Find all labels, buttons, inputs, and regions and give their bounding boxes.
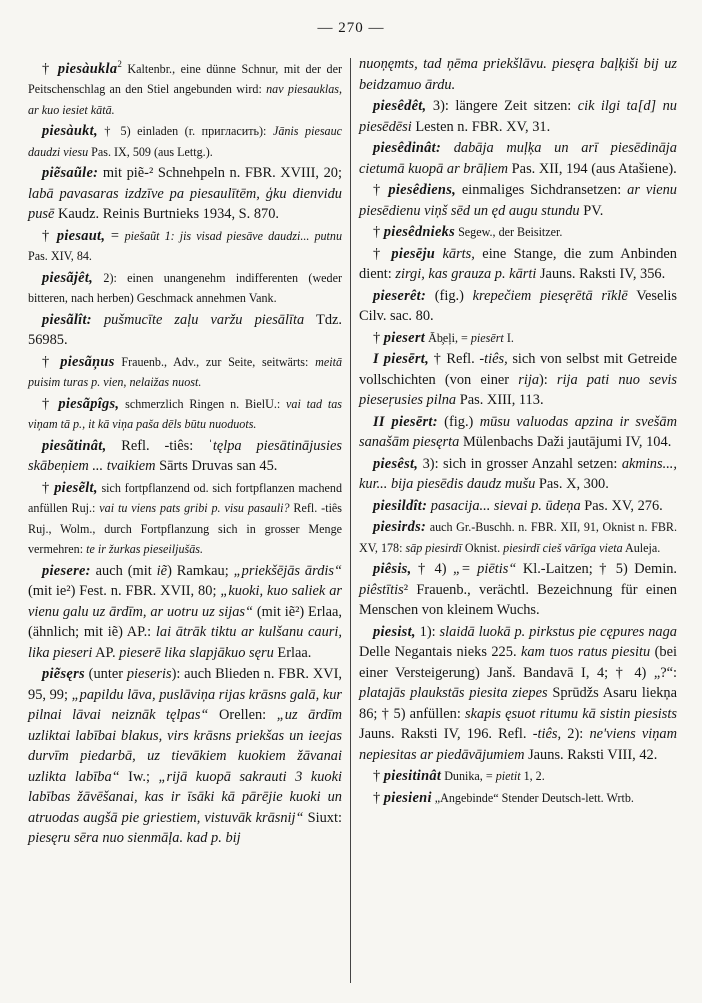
entry-text: kam tuos ratus piesitu [520,644,651,660]
entry-headword: piesêdnieks [383,224,456,240]
entry-text: meitā puisim turas p. vien, nelaižas nuost. [28,354,342,390]
entry-text: „uz ārdīm uzliktai labībai blakus, virs krāsns priekšas un ieejas durvīm piedarbā, uz tievākiem kuokiem žāvanai uzlikta labība“ [28,707,342,785]
entry-text: Veselis Cilv. sac. 80. [359,287,677,324]
entry-text: Sārts Druvas san 45. [155,458,278,475]
entry-headword: pieserêt: [373,287,427,304]
entry-text: Jauns. Raksti IV, 196. Refl. [359,726,533,742]
entry-text: „priekšējās ārdis“ [233,562,342,579]
entry-mark: † [42,479,55,496]
entry-headword: II piesērt: [373,413,438,430]
entry-headword: piesert [383,329,426,346]
entry-text: Jauns. Raksti IV, 356. [536,266,666,282]
entry-text: Refl. -tiês Ruj., Wolm., durch Fortpflanzung sich in grosser Menge vermehren: [28,501,343,557]
entry-text: Jānis piesauc daudzi viesu [28,124,342,159]
entry-text: dabāja muļķa un arī piesēdināja cietumā kuopā ar brāļiem [359,140,677,177]
entry-text: Pas. XII, 194 (aus Atašiene). [508,160,677,177]
entry-text: Iw.; [119,768,159,785]
entry-text: Frauenb., Adv., zur Seite, seitwärts: [114,354,316,369]
entry-text: ): auch Blieden n. FBR. XVI, 95, 99; [28,666,342,703]
entry-text: = [105,227,125,244]
dictionary-entry [359,54,677,95]
entry-text: sāp piesirdī [405,540,462,555]
entry-text: akmins..., kur... bija piesēdis daudz mušu [359,455,677,492]
entry-headword: piesêst, [373,455,419,472]
entry-text: pasacija... sievai p. ūdeņa [427,497,581,514]
entry-headword: piesaut, [56,227,106,244]
entry-headword: piesere: [42,562,91,579]
entry-headword: piesêdinât: [373,140,442,156]
dictionary-entry [28,163,342,225]
entry-text: vai tu viens pats gribi p. visu pasauli? [99,501,290,516]
dictionary-entry [359,244,677,285]
dictionary-entry [359,96,677,137]
left-column [28,54,342,850]
entry-text: piešaũt 1: jis visad piesāve daudzi... putnu [124,228,342,243]
entry-headword: piesãņus [60,353,115,370]
dictionary-entry [359,454,677,495]
entry-text: 2): [561,726,590,742]
entry-headword: I piesērt, [373,351,429,367]
entry-text: † 4) [411,561,453,577]
dictionary-entry [359,622,677,766]
entry-text: ) Ramkau; [167,562,234,579]
dictionary-entry [28,561,342,664]
entry-text: „rijā kuopā sakrauti 3 kuoki labības žāvēšanai, kas ir īsāki kā pārējie kuoki un atruodas augšā pie griestiem, vistuvāk krāsnij“ [28,768,342,826]
right-column [359,54,677,809]
entry-text: Jauns. Raksti VIII, 42. [524,746,658,763]
dictionary-entry [359,286,677,327]
entry-text: nuoņęmts, tad ņēma priekšlāvu. piesęra baļķiši bij uz beidzamuo ārdu. [359,56,677,93]
entry-headword: piesãjêt, [42,269,94,286]
dictionary-entry [28,394,342,435]
entry-text: Āb̧eļi, = [425,330,471,345]
entry-text: 1, 2. [520,769,545,783]
entry-text: cik ilgi ta[d] nu piesēdēsi [359,98,677,135]
entry-text: (fig.) [426,287,473,304]
entry-text: slaidā luokā p. pirkstus pie cępures naga [439,623,677,640]
entry-mark: † [373,245,392,262]
entry-headword: piesitinât [383,768,442,784]
entry-headword: piesieni [383,789,432,806]
entry-text: PV. [579,202,604,219]
entry-text: mūsu valuodas apzina ir svešām sanašām piesęrta [359,413,677,450]
entry-text: Refl. -tiês: [106,437,209,454]
entry-text: Oknist. [461,540,504,555]
entry-headword: piêsis, [373,561,412,577]
entry-mark: † [373,224,384,240]
entry-text: „papildu lāva, puslāviņa rijas krāsns galā, kur pilnai lāvai neiznāk tęlpas“ [28,686,342,724]
entry-text: pieseris [126,666,172,683]
entry-text: Pas. XV, 276. [580,497,663,514]
entry-headword: piesildît: [373,497,428,514]
entry-text: piesērt [470,330,504,345]
entry-text: ² Frauenb., verächtl. Bezeichnung für einen Menschen von kleinem Wuchs. [359,581,677,618]
entry-text: 1): [415,623,440,640]
entry-text: Erlaa. [273,644,312,661]
entry-text: (mit iẽ²) Erlaa, (ähnlich; mit iẽ) AP.: [28,603,342,641]
entry-text: iẽ [156,562,168,579]
entry-text: labā pavasaras izdzīve pa piesaulītēm, ģku dienvidu pusē [28,185,342,223]
entry-text: -tiês, [479,351,508,367]
dictionary-entry [359,180,677,221]
entry-text: schmerzlich Ringen n. BielU.: [119,396,287,411]
entry-text: (unter [84,666,127,683]
entry-text: „kuoki, kuo saliek ar vienu galu uz ārdīm, ar uotru uz sijas“ [28,583,342,620]
page-number: — 270 — [317,20,385,36]
entry-text: auch (mit [90,562,157,579]
entry-text: Kl.-Laitzen; † 5) Demin. [516,561,677,577]
entry-text: (fig.) [437,413,480,430]
entry-text: te ir žurkas pieseiljušās. [86,542,203,557]
entry-text: (bei einer Versteigerung) Janš. Bandavā I, 4; † 4) „?“: [359,644,677,681]
dictionary-entry [28,664,342,849]
entry-text: 3): sich in grosser Anzahl setzen: [418,455,622,472]
entry-headword: piesirds: [373,519,427,535]
entry-text: einmaliges Sichdransetzen: [456,182,628,198]
entry-headword: piesãlît: [42,311,92,328]
entry-text: sich von selbst mit Getreide vollschichten (von einer [359,351,677,388]
entry-headword: piesàukla [57,60,118,77]
entry-headword: piesẽlt, [54,479,98,496]
entry-text: piêstītis [359,581,404,598]
entry-text: piesęru sēra nuo sienmāļa. kad p. bij [28,830,241,847]
entry-text: Kaudz. Reinis Burtnieks 1934, S. 870. [54,206,280,223]
dictionary-entry [28,268,342,309]
entry-text: ar vienu piesēdienu viņš sēd un ęd augu stundu [359,182,677,219]
entry-superscript: 2 [117,59,122,69]
entry-text: ): [539,371,557,388]
entry-text: einladen (r. пригласить): [137,124,273,139]
entry-text: zirgi, kas grauza p. kārti [395,266,537,282]
entry-text: krepečiem piesęrētā rīklē [472,287,628,304]
entry-text: Delle Negantais nieks 225. [359,644,521,660]
dictionary-entry [28,54,342,120]
entry-text: Pas. XIII, 113. [456,392,544,408]
entry-text: 2): einen unangenehm indifferenten (weder bitteren, nach herben) Geschmack annehmen Vank. [28,270,342,306]
entry-text: rija [518,371,540,388]
entry-text: ˈtęlpa piesātinājusies skābeņiem ... tvaikiem [28,437,342,475]
entry-mark: † [42,60,58,77]
entry-mark: † [373,329,384,346]
column-divider [350,58,351,983]
entry-text: -tiês, [532,726,562,742]
entry-mark: † [42,395,59,412]
entry-text: Orellen: [208,707,277,724]
entry-text: I. [503,330,514,345]
dictionary-entry [359,766,677,787]
entry-text: lai ātrāk tiktu ar kulšanu cauri, lika pieseri [28,624,342,661]
entry-text: Dunika, = [441,769,496,783]
entry-text: nav piesauklas, ar kuo iesiet kātā. [28,82,342,117]
entry-text: Pas. IX, 509 (aus Lettg.). [88,144,213,159]
entry-text: „Angebinde“ Stender Deutsch-lett. Wrtb. [431,790,634,805]
entry-headword: piẽsaũle: [42,165,99,182]
entry-headword: piesēju [391,245,436,262]
entry-text: ne'viens viņam nepiesitas ar piedāvājumiem [359,726,678,763]
entry-text: (mit ie²) Fest. n. FBR. XVII, 80; [28,583,221,600]
entry-text: pieserē lika slapjākuo sęru [119,644,274,661]
entry-headword: piẽsęrs [42,666,85,683]
entry-text: Lesten n. FBR. XV, 31. [411,118,551,135]
entry-text: piesirdī cieš vārīga vieta [503,540,623,555]
dictionary-entry [28,310,342,351]
entry-headword: piesêdêt, [373,98,427,114]
dictionary-entry [28,226,342,267]
entry-mark: † [373,182,389,198]
entry-text: Pas. X, 300. [535,476,609,492]
dictionary-entry [359,222,677,243]
entry-headword: piesist, [373,623,416,640]
entry-headword: piesãtinât, [42,437,107,454]
entry-text: auch Gr.-Buschh. n. FBR. XII, 91, Oknist n. FBR. XV, 178: [359,520,677,555]
entry-text: skapis ęsuot ritumu kā sistin piesists [465,705,677,722]
entry-text: rija pati nuo sevis pieseŗusies pilna [359,371,677,408]
entry-text: eine Stange, die zum Anbinden dient: [359,245,677,282]
dictionary-entry [359,559,677,621]
entry-mark: † [373,768,384,784]
entry-text: AP. [92,644,120,661]
entry-text: 3): längere Zeit sitzen: [426,98,578,114]
dictionary-entry [359,138,677,179]
entry-text: „= piētis“ [452,561,517,577]
dictionary-entry [359,788,677,809]
entry-text: pušmucīte zaļu varžu piesālīta [91,311,305,328]
entry-text: Siuxt: [303,809,342,826]
entry-text: kārts, [435,245,475,262]
dictionary-entry [28,352,342,393]
entry-text: Tdz. 56985. [28,311,343,349]
dictionary-entry [28,121,342,162]
entry-text: platajās plaukstās piesita ziepes [359,685,548,701]
entry-text: sich fortpflanzend od. sich fortpflanzen machend anfüllen Ruj.: [28,480,343,516]
dictionary-entry [359,496,677,517]
dictionary-entry [359,412,677,453]
entry-text: Sprūdžs Asaru liekņa 86; † 5) anfüllen: [359,685,677,722]
entry-text: Auleja. [622,540,661,555]
entry-text: mit piẽ-² Schnehpeln n. FBR. XVIII, 20; [98,165,342,182]
entry-mark: † [42,353,61,370]
entry-headword: piesãpîgs, [58,395,120,412]
entry-mark: † [373,789,384,806]
entry-text: Mülenbachs Daži jautājumi IV, 104. [459,434,672,450]
entry-text: † 5) [97,124,138,139]
dictionary-entry [28,478,342,560]
entry-text: Pas. XIV, 84. [28,249,92,264]
entry-text: † Refl. [428,351,480,367]
entry-headword: piesêdiens, [388,182,457,198]
dictionary-entry [28,436,342,477]
entry-text: Segew., der Beisitzer. [455,225,563,239]
dictionary-entry [359,349,677,411]
dictionary-entry [359,517,677,558]
entry-mark: † [42,227,57,244]
entry-text: vai tad tas viņam tā p., it kā viņa paša dēls būtu nuoduots. [28,396,342,432]
entry-headword: piesàukt, [42,123,98,140]
entry-text: Kaltenbr., eine dünne Schnur, mit der der Peitschenschlag an den Stiel angebunden wird: [28,61,342,97]
dictionary-entry [359,328,677,349]
entry-text: pietit [495,769,521,783]
